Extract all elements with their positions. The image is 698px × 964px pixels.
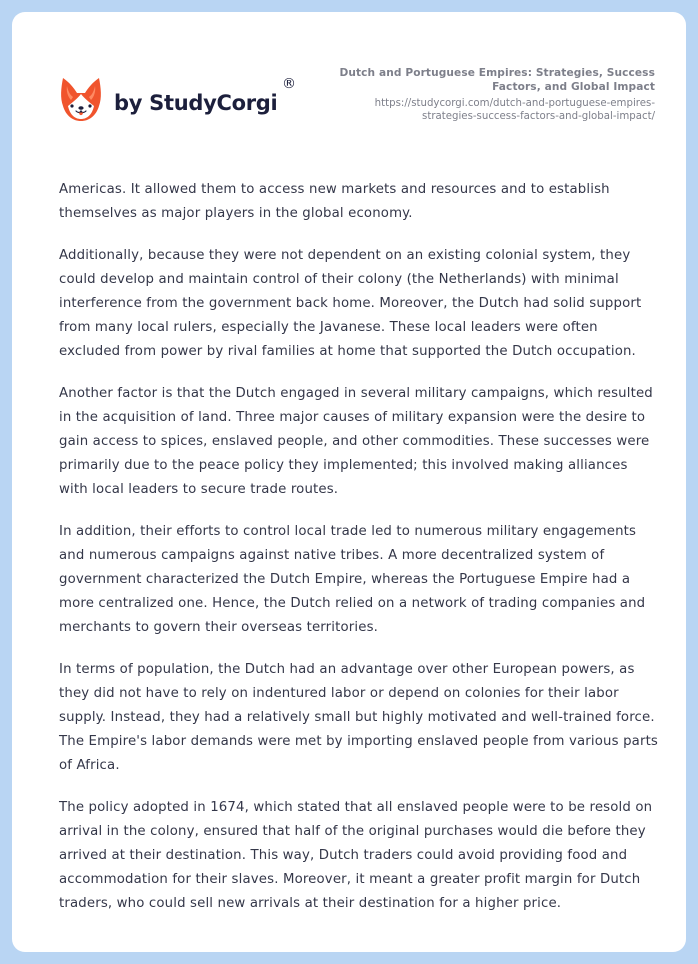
paragraph: Another factor is that the Dutch engaged in several military campaigns, which resulted in the acquisition of land. Three major causes of military expansion were the desire to gain access to spices, enslaved people, and other commodities. These successes were primarily due to the peace policy they implemented; this involved making alliances with local leaders to secure trade routes. xyxy=(59,386,653,497)
studycorgi-logo[interactable] xyxy=(60,76,296,122)
document-meta xyxy=(325,66,655,123)
paragraph: In terms of population, the Dutch had an advantage over other European powers, as they did not have to rely on indentured labor or depend on colonies for their labor supply. Instead, they had a relatively small but highly motivated and well-trained force. The Empire's labor demands were met by importing enslaved people from various parts of Africa. xyxy=(59,662,659,773)
logo-text: by StudyCorgi xyxy=(114,91,278,115)
corgi-icon xyxy=(60,76,102,122)
document-url[interactable]: https://studycorgi.com/dutch-and-portuguese-empires-strategies-success-factors-and-global-impact/ xyxy=(374,98,655,122)
document-card xyxy=(12,12,686,952)
document-title: Dutch and Portuguese Empires: Strategies, Success Factors, and Global Impact xyxy=(339,67,655,93)
paragraph: Americas. It allowed them to access new markets and resources and to establish themselves as major players in the global economy. xyxy=(59,182,610,221)
document-header xyxy=(12,12,686,162)
paragraph: In addition, their efforts to control local trade led to numerous military engagements and numerous campaigns against native tribes. A more decentralized system of government characterized the Dutch Empire, whereas the Portuguese Empire had a more centralized one. Hence, the Dutch relied on a network of trading companies and merchants to govern their overseas territories. xyxy=(59,524,646,635)
registered-mark: ® xyxy=(282,76,296,92)
document-body xyxy=(59,178,659,934)
paragraph: Additionally, because they were not dependent on an existing colonial system, they could develop and maintain control of their colony (the Netherlands) with minimal interference from the government back home. Moreover, the Dutch had solid support from many local rulers, especially the Javanese. These local leaders were often excluded from power by rival families at home that supported the Dutch occupation. xyxy=(59,248,642,359)
paragraph: The policy adopted in 1674, which stated that all enslaved people were to be resold on arrival in the colony, ensured that half of the original purchases would die before they arrived at their destination. This way, Dutch traders could avoid providing food and accommodation for their slaves. Moreover, it meant a greater profit margin for Dutch traders, who could sell new arrivals at their destination for a higher price. xyxy=(59,800,653,911)
